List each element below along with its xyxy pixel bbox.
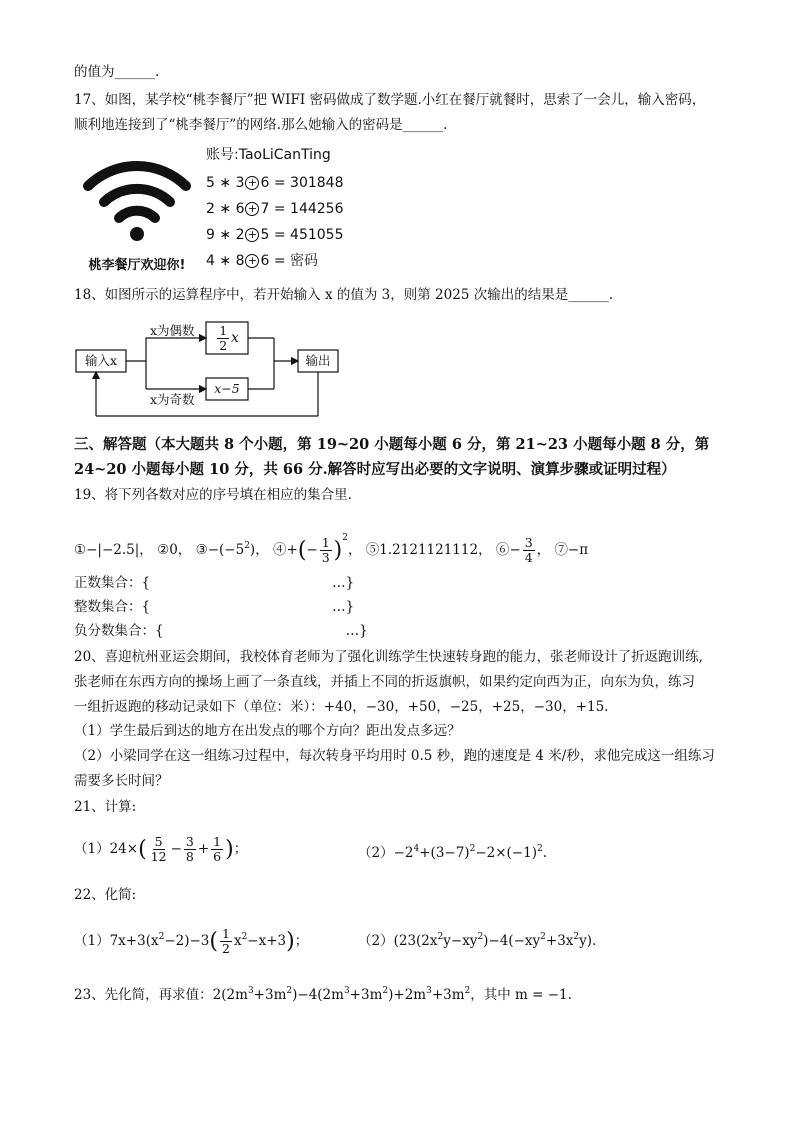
expr-text: −2×(−1) bbox=[475, 845, 537, 861]
exponent: 2 bbox=[573, 932, 580, 942]
exponent: 2 bbox=[540, 932, 546, 942]
denominator: 2 bbox=[219, 337, 228, 353]
n4-a: ④+ bbox=[273, 542, 298, 558]
exponent: 2 bbox=[536, 844, 543, 854]
n3-a: ③−(−5 bbox=[195, 542, 245, 558]
q20-line-1: 20、喜迎杭州亚运会期间，我校体育老师为了强化训练学生快速转身跑的能力，张老师设计了折返跑训练, bbox=[74, 649, 703, 665]
wifi-icon bbox=[78, 148, 196, 248]
q20-line-2: 张老师在东西方向的操场上画了一条直线，并插上不同的折返旗帜，如果约定向西为正，向东为负，练习 bbox=[74, 674, 695, 690]
exponent: 2 bbox=[286, 986, 293, 996]
expr-text: )+2m bbox=[388, 987, 427, 1003]
set-end: …} bbox=[332, 575, 355, 591]
wifi-account: 账号:TaoLiCanTing bbox=[206, 147, 331, 163]
circled-plus-icon: + bbox=[245, 228, 259, 242]
row-result: 451055 bbox=[290, 227, 344, 243]
number-1: ①−|−2.5|， bbox=[74, 542, 153, 558]
exponent: 3 bbox=[426, 986, 432, 996]
expr-text: +(3−7) bbox=[419, 845, 470, 861]
row-a: 4 bbox=[206, 253, 215, 269]
row-result: 301848 bbox=[290, 175, 344, 191]
expr-text: 23、先化简，再求值：2(2m bbox=[74, 987, 248, 1003]
q21-part-1: （1）24×( $\frac{5}{12}$ − $\frac{3}{8}$ + $\frac{1}{6}$ )； bbox=[74, 834, 248, 864]
row-a: 9 bbox=[206, 227, 215, 243]
expr-text: +3x bbox=[545, 933, 574, 949]
q17-line-2: 顺利地连接到了“桃李餐厅”的网络.那么她输入的密码是______. bbox=[74, 117, 448, 133]
circled-plus-icon: + bbox=[245, 254, 259, 268]
expr-text: +3m bbox=[431, 987, 465, 1003]
row-b: 8 bbox=[235, 253, 245, 269]
flowchart bbox=[74, 318, 344, 422]
fraction bbox=[184, 835, 196, 864]
expr-text: （2）−2 bbox=[358, 845, 414, 861]
row-c: 6 bbox=[260, 253, 270, 269]
circled-plus-icon: + bbox=[245, 202, 259, 216]
exponent: 4 bbox=[413, 844, 420, 854]
puzzle-row-2: 2 ∗ 6 + 7 = 144256 bbox=[206, 201, 344, 217]
q18-line: 18、如图所示的运算程序中，若开始输入 x 的值为 3，则第 2025 次输出的结果是______. bbox=[74, 287, 613, 303]
row-c: 6 bbox=[260, 175, 270, 191]
expr-end: ，其中 m = −1. bbox=[470, 987, 572, 1003]
expr-text: （1）24× bbox=[74, 841, 139, 857]
n6-sep: ， bbox=[536, 542, 551, 558]
flow-output-box: 输出 bbox=[305, 353, 331, 368]
numerator: 1 bbox=[221, 926, 230, 941]
q20-line-6: 需要多长时间？ bbox=[74, 773, 169, 789]
row-result: 144256 bbox=[290, 201, 344, 217]
number-5: ⑤1.2121121112， bbox=[365, 542, 492, 558]
number-2: ②0， bbox=[157, 542, 192, 558]
fraction bbox=[320, 536, 332, 565]
denominator: 8 bbox=[185, 849, 194, 864]
section3-heading-1: 三、解答题（本大题共 8 个小题，第 19~20 小题每小题 6 分，第 21~23 小题每小题 8 分，第 bbox=[74, 436, 710, 453]
flow-input-box: 输入x bbox=[84, 353, 118, 368]
exponent: 2 bbox=[464, 986, 471, 996]
variable: x bbox=[231, 330, 239, 346]
flow-odd-label: x为奇数 bbox=[150, 392, 195, 407]
puzzle-row-1: 5 ∗ 3 + 6 = 301848 bbox=[206, 175, 344, 191]
denominator: 4 bbox=[524, 550, 533, 565]
expr-text: )−4(2m bbox=[292, 987, 344, 1003]
expr-text: −x+3 bbox=[247, 933, 287, 949]
q16-tail: 的值为______. bbox=[74, 64, 160, 80]
fraction bbox=[220, 927, 232, 956]
wifi-caption: 桃李餐厅欢迎你! bbox=[88, 258, 186, 273]
q20-line-4: （1）学生最后到达的地方在出发点的哪个方向？距出发点多远？ bbox=[74, 723, 461, 739]
flow-even-op bbox=[206, 322, 248, 354]
set-label: 正数集合：{ bbox=[74, 575, 151, 591]
expr-text: +3m bbox=[253, 987, 287, 1003]
operator: + bbox=[197, 841, 210, 857]
row-c: 7 bbox=[260, 201, 270, 217]
q22-part-2 bbox=[358, 928, 596, 950]
numerator: 1 bbox=[219, 322, 228, 338]
expr-end: . bbox=[542, 845, 547, 861]
number-6 bbox=[495, 535, 551, 565]
set-end: …} bbox=[332, 599, 355, 615]
number-7: ⑦−π bbox=[554, 542, 589, 558]
q22-part-1: $(1)7x+3(x^2-2)-3$( $\frac{1}{2}$ $x^2-x+3$)； bbox=[74, 926, 309, 956]
puzzle-row-3: 9 ∗ 2 + 5 = 451055 bbox=[206, 227, 344, 243]
puzzle-row-4: 4 ∗ 8 + 6 = 密码 bbox=[206, 253, 319, 269]
numerator: 3 bbox=[524, 535, 533, 550]
exponent: 3 bbox=[247, 986, 254, 996]
set-end: …} bbox=[345, 623, 368, 639]
exponent: 2 bbox=[241, 932, 248, 942]
set-integer bbox=[74, 598, 354, 616]
expr-text: −2)−3 bbox=[164, 933, 210, 949]
numerator: 1 bbox=[321, 535, 330, 550]
expr-text: +3m bbox=[349, 987, 383, 1003]
denominator: 3 bbox=[321, 550, 330, 565]
n4-sep: ， bbox=[348, 542, 362, 558]
number-3 bbox=[196, 542, 269, 558]
exponent: 2 bbox=[437, 932, 444, 942]
numerator: 1 bbox=[213, 834, 222, 849]
n4-exp: 2 bbox=[342, 533, 348, 543]
row-c: 5 bbox=[260, 227, 270, 243]
exponent: 2 bbox=[382, 986, 389, 996]
expr-text: （1）7x+3(x bbox=[74, 933, 159, 949]
denominator: 12 bbox=[150, 849, 167, 864]
wifi-image bbox=[78, 148, 196, 273]
row-b: 6 bbox=[235, 201, 245, 217]
expr-end: ； bbox=[233, 841, 248, 857]
number-4: ④+(− $\frac{1}{3}$ )$^2$， bbox=[273, 533, 362, 565]
row-a: 2 bbox=[206, 201, 215, 217]
q23-line bbox=[74, 982, 572, 1004]
flow-even-label: x为偶数 bbox=[150, 323, 195, 338]
expr-end: ； bbox=[294, 933, 309, 949]
n3-c: )， bbox=[249, 542, 269, 558]
n6-a: ⑥− bbox=[495, 542, 521, 558]
row-result: 密码 bbox=[290, 253, 319, 269]
fraction bbox=[217, 324, 229, 353]
exponent: 2 bbox=[469, 844, 476, 854]
expr-text: x bbox=[233, 933, 242, 949]
fraction bbox=[523, 536, 535, 565]
set-label: 整数集合：{ bbox=[74, 599, 151, 615]
expr-text: )−4(−xy bbox=[483, 933, 541, 949]
exponent: 3 bbox=[343, 986, 350, 996]
row-b: 3 bbox=[235, 175, 245, 191]
q19-numbers bbox=[74, 518, 588, 571]
circled-plus-icon: + bbox=[245, 176, 259, 190]
q22-title: 22、化简: bbox=[74, 887, 137, 903]
exponent: 2 bbox=[158, 932, 165, 942]
row-b: 2 bbox=[235, 227, 245, 243]
q17-line-1: 17、如图，某学校“桃李餐厅”把 WIFI 密码做成了数学题.小红在餐厅就餐时，思索了一会儿，输入密码， bbox=[74, 92, 706, 108]
operator: − bbox=[170, 841, 182, 857]
flow-odd-op: x−5 bbox=[214, 381, 240, 396]
fraction bbox=[149, 835, 169, 864]
q20-line-5: （2）小梁同学在这一组练习过程中，每次转身平均用时 0.5 秒，跑的速度是 4 米/秒，求他完成这一组练习 bbox=[74, 748, 715, 764]
expr-text: y−xy bbox=[443, 933, 478, 949]
q21-title: 21、计算: bbox=[74, 799, 137, 815]
q20-line-3: 一组折返跑的移动记录如下（单位：米）：+40，−30，+50，−25，+25，−30，+15. bbox=[74, 699, 609, 715]
expr-end: y). bbox=[579, 933, 597, 949]
numerator: 3 bbox=[185, 834, 194, 849]
numerator: 5 bbox=[154, 834, 163, 849]
set-label: 负分数集合：{ bbox=[74, 623, 164, 639]
fraction bbox=[211, 835, 223, 864]
exponent: 2 bbox=[477, 932, 484, 942]
denominator: 2 bbox=[221, 941, 230, 956]
row-a: 5 bbox=[206, 175, 215, 191]
section3-heading-2: 24~20 小题每小题 10 分，共 66 分.解答时应写出必要的文字说明、演算步骤或证明过程） bbox=[74, 461, 676, 478]
set-positive bbox=[74, 574, 354, 592]
expr-text: （2）(23(2x bbox=[358, 933, 438, 949]
q19-line: 19、将下列各数对应的序号填在相应的集合里. bbox=[74, 487, 352, 503]
set-negative-fraction bbox=[74, 622, 368, 640]
q21-part-2 bbox=[358, 840, 547, 862]
n3-exp: 2 bbox=[244, 541, 250, 551]
denominator: 6 bbox=[213, 849, 222, 864]
